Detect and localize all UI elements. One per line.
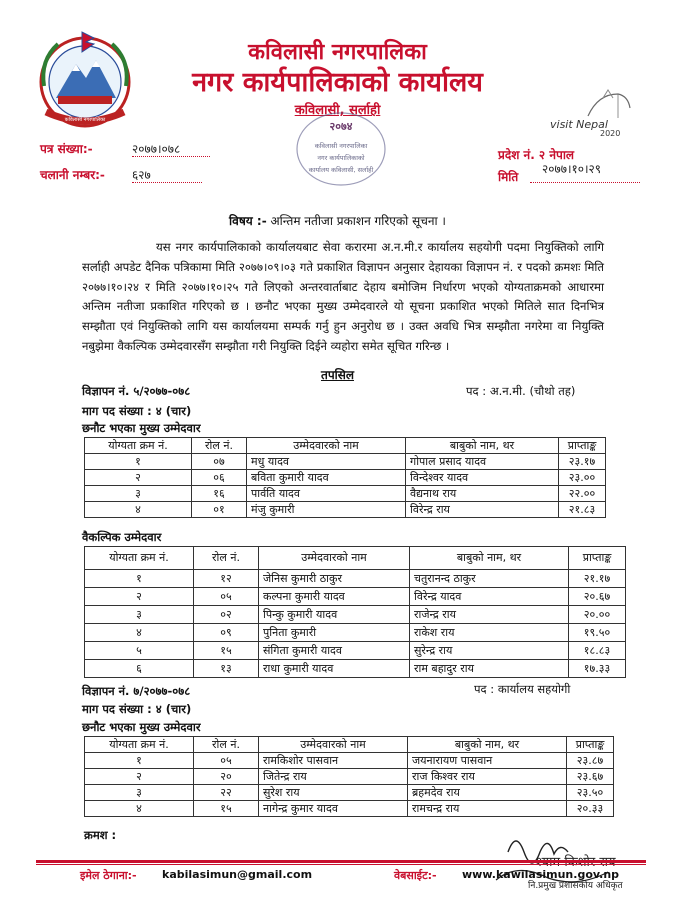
vacancy1-main-title: छनौट भएका मुख्य उम्मेदवार [82, 421, 201, 435]
cell-score: २०.०० [569, 606, 626, 624]
cell-roll: ०१ [192, 502, 247, 518]
subject-line [0, 212, 675, 229]
cell-score: २३.५० [567, 785, 614, 801]
cell-score: २१.१७ [569, 570, 626, 588]
cell-rank: १ [85, 454, 192, 470]
cell-rank: ४ [85, 502, 192, 518]
cell-father: राजेन्द्र राय [410, 606, 569, 624]
tapsil-heading: तपसिल [320, 368, 354, 382]
vacancy2-post: पद : कार्यालय सहयोगी [474, 682, 571, 696]
col-score: प्राप्ताङ्क [559, 438, 606, 454]
patra-value: २०७७।०७८ [132, 142, 181, 156]
vacancy1-number: विज्ञापन नं. ५/२०७७-०७८ [82, 384, 191, 398]
cell-father: राज किश्वर राय [408, 769, 567, 785]
vacancy2-main-title: छनौट भएका मुख्य उम्मेदवार [82, 720, 201, 734]
col-roll: रोल नं. [194, 547, 259, 570]
table-row [85, 570, 626, 588]
email-link[interactable]: kabilasimun@gmail.com [162, 868, 313, 881]
cell-father: विरेन्द्र यादव [410, 588, 569, 606]
miti-value: २०७७।१०।२९ [542, 162, 602, 176]
col-candidate: उम्मेदवारको नाम [259, 547, 410, 570]
col-rank: योग्यता क्रम नं. [85, 438, 192, 454]
svg-text:२०७४: २०७४ [329, 120, 353, 133]
cell-roll: ०५ [194, 588, 259, 606]
cell-roll: ०९ [194, 624, 259, 642]
cell-rank: २ [85, 769, 194, 785]
vacancy1-alt-title: वैकल्पिक उम्मेदवार [82, 530, 162, 544]
cell-roll: १२ [194, 570, 259, 588]
cell-rank: ३ [85, 785, 194, 801]
table-row [85, 470, 606, 486]
email-label: इमेल ठेगाना:- [80, 869, 137, 882]
svg-text:2020: 2020 [600, 129, 621, 138]
table-row [85, 486, 606, 502]
svg-text:visit Nepal: visit Nepal [550, 118, 608, 131]
cell-candidate: पुनिता कुमारी [259, 624, 410, 642]
chalani-label: चलानी नम्बर:- [40, 168, 105, 182]
cell-score: २०.६७ [569, 588, 626, 606]
cell-score: २३.८७ [567, 753, 614, 769]
table-header-row [85, 438, 606, 454]
svg-text:नि.प्रमुख प्रशासकीय अधिकृत: नि.प्रमुख प्रशासकीय अधिकृत [528, 881, 623, 891]
cell-candidate: रामकिशोर पासवान [259, 753, 408, 769]
cell-rank: ४ [85, 624, 194, 642]
cell-roll: ०२ [194, 606, 259, 624]
office-address: कविलासी, सर्लाही [294, 103, 381, 118]
cell-rank: २ [85, 470, 192, 486]
col-father: बाबुको नाम, थर [406, 438, 559, 454]
vacancy1-demand: माग पद संख्या : ४ (चार) [82, 404, 192, 418]
cell-father: राकेश राय [410, 624, 569, 642]
vacancy2-number: विज्ञापन नं. ७/२०७७-०७८ [82, 684, 191, 698]
vacancy2-demand: माग पद संख्या : ४ (चार) [82, 702, 192, 716]
cell-father: जयनारायण पासवान [408, 753, 567, 769]
col-father: बाबुको नाम, थर [408, 737, 567, 753]
vacancy1-post: पद : अ.न.मी. (चौथो तह) [466, 384, 576, 398]
cell-rank: १ [85, 753, 194, 769]
table-row [85, 454, 606, 470]
patra-label: पत्र संख्या:- [40, 142, 93, 156]
visit-nepal-logo [548, 88, 646, 138]
cell-roll: २२ [194, 785, 259, 801]
svg-text:कविलासी नगरपालिका: कविलासी नगरपालिका [64, 117, 106, 123]
cell-candidate: कल्पना कुमारी यादव [259, 588, 410, 606]
cell-rank: ३ [85, 486, 192, 502]
table-row [85, 785, 614, 801]
cell-rank: १ [85, 570, 194, 588]
kramash-label: क्रमश : [84, 828, 117, 842]
office-seal [292, 108, 390, 190]
footer-divider [36, 860, 646, 863]
cell-father: विन्देश्वर यादव [406, 470, 559, 486]
cell-candidate: पिन्कु कुमारी यादव [259, 606, 410, 624]
miti-dotline [530, 182, 640, 183]
col-score: प्राप्ताङ्क [569, 547, 626, 570]
cell-father: राम बहादुर राय [410, 660, 569, 678]
table-row [85, 606, 626, 624]
cell-father: रामचन्द्र राय [408, 801, 567, 817]
cell-candidate: पार्वति यादव [247, 486, 406, 502]
cell-score: १८.८३ [569, 642, 626, 660]
cell-father: वैद्यनाथ राय [406, 486, 559, 502]
cell-roll: ०५ [194, 753, 259, 769]
cell-rank: ६ [85, 660, 194, 678]
cell-roll: १६ [192, 486, 247, 502]
footer-divider-thin [36, 864, 646, 865]
vacancy1-alt-table [84, 546, 626, 678]
table-header-row [85, 547, 626, 570]
col-candidate: उम्मेदवारको नाम [259, 737, 408, 753]
cell-candidate: जितेन्द्र राय [259, 769, 408, 785]
col-candidate: उम्मेदवारको नाम [247, 438, 406, 454]
cell-candidate: संगिता कुमारी यादव [259, 642, 410, 660]
table-row [85, 624, 626, 642]
cell-roll: १३ [194, 660, 259, 678]
cell-father: चतुरानन्द ठाकुर [410, 570, 569, 588]
cell-roll: २० [194, 769, 259, 785]
cell-candidate: मधु यादव [247, 454, 406, 470]
notice-body: यस नगर कार्यपालिकाको कार्यालयबाट सेवा करारमा अ.न.मी.र कार्यालय सहयोगी पदमा नियुक्तिको लागि सर्लाही अपडेट दैनिक पत्रिकामा मिति २०७७।०९।०३ गते प्रकाशित विज्ञापन अनुसार देहायका विज्ञापन नं. र पदको क्रमशः मिति २०७७।१०।२४ र मिति २०७७।१०।२५ गते लिएको अन्तरवार्ताबाट देहाय बमोजिम निर्धारण भएको योग्यताक्रमको आधारमा अन्तिम नतीजा प्रकाशित गरिएको छ । छनौट भएका मुख्य उम्मेदवारले यो सूचना प्रकाशित भएको मितिले सात दिनभित्र सम्झौता एवं नियुक्तिको लागि यस कार्यालयमा सम्पर्क गर्नु हुन अनुरोध छ । उक्त अवधि भित्र सम्झौता नगरेमा वा नियुक्ति नबुझेमा वैकल्पिक उम्मेदवारसँग सम्झौता गरी नियुक्ति दिईने व्यहोरा समेत सूचित गरिन्छ । [82, 240, 604, 353]
cell-candidate: राधा कुमारी यादव [259, 660, 410, 678]
cell-candidate: जेनिस कुमारी ठाकुर [259, 570, 410, 588]
cell-roll: १५ [194, 642, 259, 660]
table-row [85, 660, 626, 678]
cell-score: २३.०० [559, 470, 606, 486]
table-row [85, 769, 614, 785]
signature [488, 822, 656, 894]
svg-text:कविलासी नगरपालिका: कविलासी नगरपालिका [314, 142, 368, 150]
cell-score: २३.६७ [567, 769, 614, 785]
cell-score: २१.८३ [559, 502, 606, 518]
cell-father: सुरेन्द्र राय [410, 642, 569, 660]
cell-father: ब्रहमदेव राय [408, 785, 567, 801]
table-row [85, 642, 626, 660]
cell-rank: ५ [85, 642, 194, 660]
vacancy2-main-table [84, 736, 614, 817]
cell-score: २३.१७ [559, 454, 606, 470]
patra-dotline [132, 156, 210, 157]
municipality-name: कविलासी नगरपालिका [248, 40, 427, 65]
miti-label: मिति [498, 170, 519, 184]
cell-father: गोपाल प्रसाद यादव [406, 454, 559, 470]
col-score: प्राप्ताङ्क [567, 737, 614, 753]
cell-score: २०.३३ [567, 801, 614, 817]
table-row [85, 588, 626, 606]
svg-text:कार्यालय कविलासी, सर्लाही: कार्यालय कविलासी, सर्लाही [308, 166, 374, 174]
cell-candidate: सुरेश राय [259, 785, 408, 801]
col-father: बाबुको नाम, थर [410, 547, 569, 570]
subject-label: विषय :- [229, 214, 267, 228]
cell-roll: ०७ [192, 454, 247, 470]
cell-roll: ०६ [192, 470, 247, 486]
col-rank: योग्यता क्रम नं. [85, 737, 194, 753]
vacancy1-main-table [84, 437, 606, 518]
cell-score: २२.०० [559, 486, 606, 502]
web-label: वेबसाईट:- [394, 869, 437, 882]
svg-text:नगर कार्यपालिकाको: नगर कार्यपालिकाको [317, 154, 365, 162]
col-roll: रोल नं. [192, 438, 247, 454]
col-roll: रोल नं. [194, 737, 259, 753]
subject-text: अन्तिम नतीजा प्रकाशन गरिएको सूचना । [270, 214, 446, 228]
cell-candidate: नागेन्द्र कुमार यादव [259, 801, 408, 817]
cell-roll: १५ [194, 801, 259, 817]
cell-candidate: बविता कुमारी यादव [247, 470, 406, 486]
web-link[interactable]: www.kawilasimun.gov.np [462, 868, 620, 881]
province-label: प्रदेश नं. २ नेपाल [498, 148, 575, 162]
cell-rank: ४ [85, 801, 194, 817]
table-row [85, 502, 606, 518]
chalani-dotline [132, 182, 202, 183]
cell-rank: २ [85, 588, 194, 606]
table-row [85, 801, 614, 817]
chalani-value: ६२७ [132, 168, 151, 182]
col-rank: योग्यता क्रम नं. [85, 547, 194, 570]
cell-candidate: मंजु कुमारी [247, 502, 406, 518]
cell-rank: ३ [85, 606, 194, 624]
table-header-row [85, 737, 614, 753]
office-name: नगर कार्यपालिकाको कार्यालय [192, 67, 483, 98]
table-row [85, 753, 614, 769]
cell-score: १७.३३ [569, 660, 626, 678]
cell-father: विरेन्द्र राय [406, 502, 559, 518]
cell-score: १९.५० [569, 624, 626, 642]
